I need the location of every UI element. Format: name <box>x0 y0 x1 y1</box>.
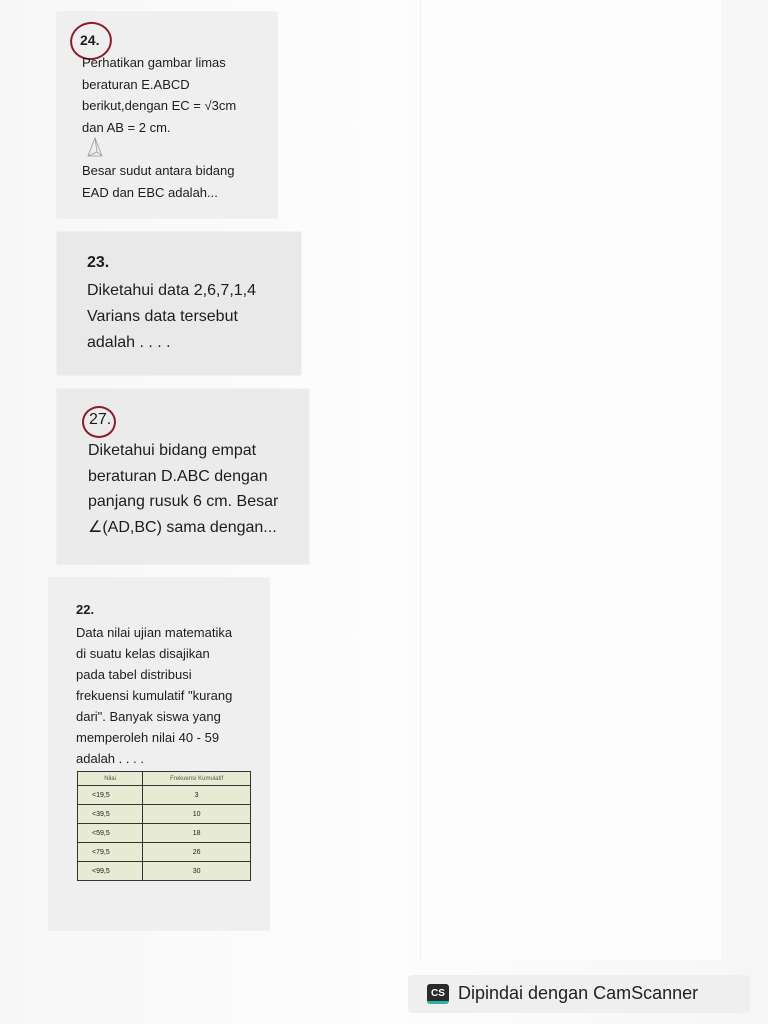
question-line: memperoleh nilai 40 - 59 <box>76 730 220 745</box>
question-text <box>82 52 272 138</box>
page-shadow <box>420 0 721 960</box>
question-line: pada tabel distribusi <box>76 667 192 682</box>
question-text <box>87 278 292 356</box>
question-card-23 <box>57 232 301 375</box>
table-cell: 10 <box>143 805 251 824</box>
table-row <box>78 805 251 824</box>
question-line: Varians data tersebut <box>87 308 238 325</box>
camscanner-badge <box>408 975 750 1013</box>
question-line: dan AB = 2 cm. <box>82 119 171 135</box>
question-line: frekuensi kumulatif "kurang <box>76 688 233 703</box>
question-text <box>82 160 272 203</box>
question-line: Data nilai ujian matematika <box>76 625 233 640</box>
table-cell: 26 <box>143 843 251 862</box>
question-number: 27. <box>89 411 112 428</box>
table-row <box>78 843 251 862</box>
question-line: berikut,dengan EC = √3cm <box>82 98 237 113</box>
table-cell: <79,5 <box>78 843 143 862</box>
question-line: beraturan E.ABCD <box>82 76 190 92</box>
question-number: 22. <box>76 602 95 617</box>
question-line: Besar sudut antara bidang <box>82 163 235 178</box>
table-cell: <19,5 <box>78 786 143 805</box>
camscanner-logo-icon: CS <box>427 984 449 1003</box>
circle-annotation-icon <box>82 406 116 438</box>
question-number: 24. <box>80 32 100 48</box>
table-cell: <59,5 <box>78 824 143 843</box>
table-header-row <box>78 772 251 786</box>
question-card-27 <box>57 389 309 564</box>
frequency-table <box>77 771 251 881</box>
question-card-24 <box>57 12 277 218</box>
question-text <box>76 622 261 769</box>
camscanner-label: Dipindai dengan CamScanner <box>458 983 699 1003</box>
table-header-cell: Nilai <box>78 772 143 786</box>
question-line: adalah . . . . <box>76 751 144 766</box>
table-cell: 30 <box>143 862 251 881</box>
table-row <box>78 824 251 843</box>
table-cell: <39,5 <box>78 805 143 824</box>
question-line: beraturan D.ABC dengan <box>88 467 268 485</box>
table-cell: 18 <box>143 824 251 843</box>
question-line: di suatu kelas disajikan <box>76 646 210 661</box>
pyramid-sketch-icon <box>85 136 105 160</box>
question-text <box>88 438 303 540</box>
table-header-cell: Frekuensi Kumulatif <box>143 772 251 786</box>
question-line: Diketahui data 2,6,7,1,4 <box>87 282 257 299</box>
question-number: 23. <box>87 254 110 271</box>
question-line: Perhatikan gambar limas <box>82 55 226 70</box>
question-line: Diketahui bidang empat <box>88 442 257 459</box>
question-line: adalah . . . . <box>87 334 171 351</box>
table-row <box>78 862 251 881</box>
question-line: ∠(AD,BC) sama dengan... <box>88 518 277 536</box>
camscanner-logo-accent <box>427 1001 449 1004</box>
question-card-22 <box>49 578 269 930</box>
table-row <box>78 786 251 805</box>
table-cell: <99,5 <box>78 862 143 881</box>
question-line: panjang rusuk 6 cm. Besar <box>88 493 279 510</box>
question-line: EAD dan EBC adalah... <box>82 184 218 200</box>
table-cell: 3 <box>143 786 251 805</box>
question-line: dari". Banyak siswa yang <box>76 709 221 724</box>
